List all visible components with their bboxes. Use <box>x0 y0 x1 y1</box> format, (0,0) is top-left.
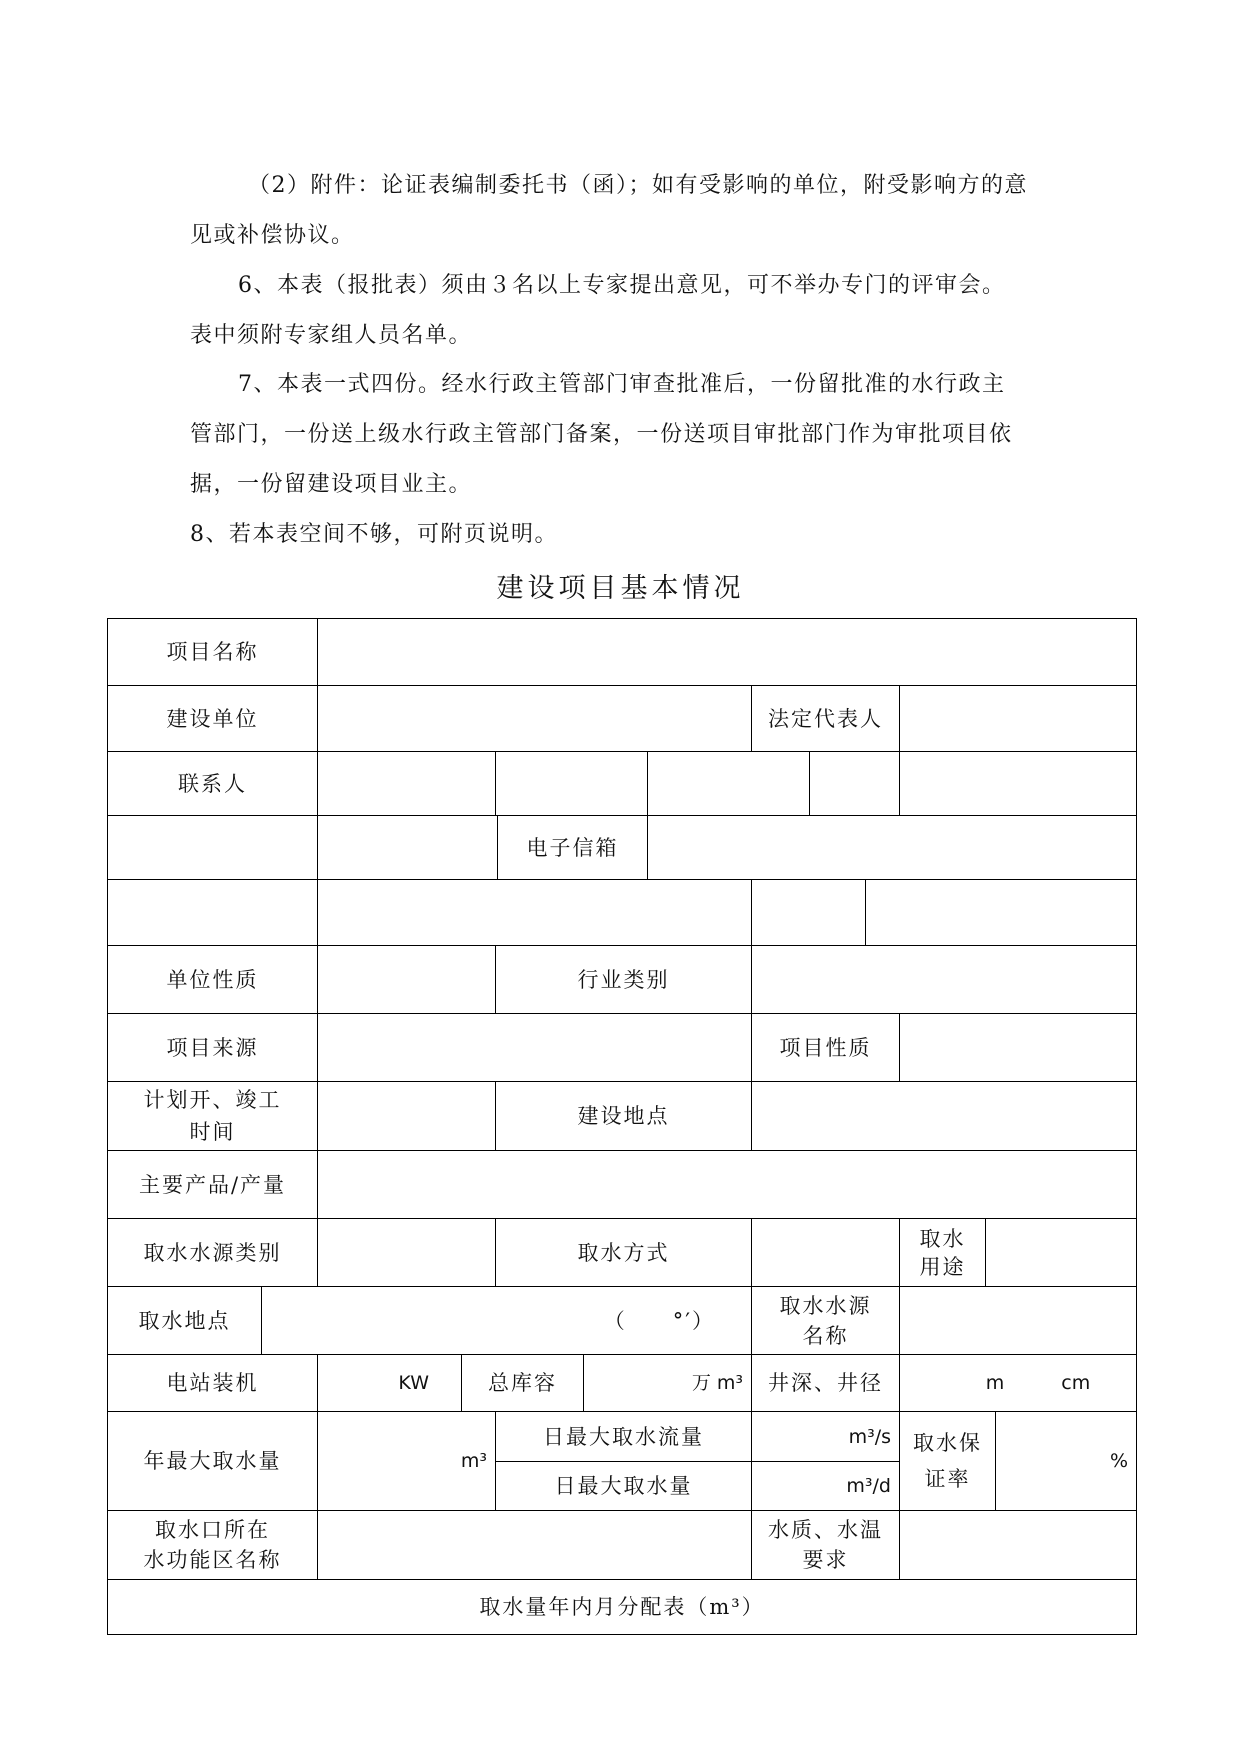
label-source-name-line1: 取水水源 <box>779 1293 872 1318</box>
label-source-name-line2: 名称 <box>802 1323 849 1348</box>
label-schedule <box>108 1082 318 1151</box>
label-function-zone <box>108 1511 318 1580</box>
field-quality-req[interactable] <box>900 1511 1136 1580</box>
label-annual-max: 年最大取水量 <box>108 1412 318 1511</box>
field-main-product[interactable] <box>318 1151 1136 1219</box>
label-source-type: 取水水源类别 <box>108 1219 318 1287</box>
field-row5-c[interactable] <box>752 880 866 946</box>
label-intake-method: 取水方式 <box>496 1219 752 1287</box>
field-project-nature[interactable] <box>900 1014 1136 1082</box>
field-location[interactable] <box>752 1082 1136 1151</box>
field-contact-4[interactable] <box>810 752 900 816</box>
label-total-capacity: 总库容 <box>462 1355 584 1412</box>
field-intake-use[interactable] <box>986 1219 1136 1287</box>
label-guarantee-line2: 证率 <box>924 1467 971 1491</box>
field-contact-5[interactable] <box>900 752 1136 816</box>
label-legal-rep: 法定代表人 <box>752 686 900 752</box>
field-row4-mid[interactable] <box>318 816 498 880</box>
label-daily-max-vol: 日最大取水量 <box>496 1462 752 1511</box>
label-daily-max-flow: 日最大取水流量 <box>496 1412 752 1462</box>
label-construction-unit: 建设单位 <box>108 686 318 752</box>
label-monthly-alloc: 取水量年内月分配表（m³） <box>479 1595 765 1619</box>
instruction-line: 表中须附专家组人员名单。 <box>190 323 473 348</box>
project-info-table <box>107 618 1137 1635</box>
label-quality-req <box>752 1511 900 1580</box>
label-quality-req-line2: 要求 <box>802 1548 849 1572</box>
label-unit-nature: 单位性质 <box>108 946 318 1014</box>
label-email: 电子信箱 <box>498 816 648 880</box>
label-location: 建设地点 <box>496 1082 752 1151</box>
label-project-source: 项目来源 <box>108 1014 318 1082</box>
field-project-source[interactable] <box>318 1014 752 1082</box>
instruction-line: 见或补偿协议。 <box>190 223 355 248</box>
label-industry: 行业类别 <box>496 946 752 1014</box>
label-guarantee <box>900 1412 996 1511</box>
field-row5-d[interactable] <box>866 880 1136 946</box>
field-function-zone[interactable] <box>318 1511 752 1580</box>
label-guarantee-line1: 取水保 <box>913 1431 982 1455</box>
instruction-line: 据，一份留建设项目业主。 <box>190 472 473 497</box>
field-daily-max-vol[interactable]: m³/d <box>752 1462 900 1511</box>
label-intake-place: 取水地点 <box>108 1287 262 1355</box>
field-row5-b[interactable] <box>318 880 752 946</box>
label-function-zone-line1: 取水口所在 <box>155 1518 270 1542</box>
field-row4-left[interactable] <box>108 816 318 880</box>
field-row5-a[interactable] <box>108 880 318 946</box>
label-schedule-line2: 时间 <box>189 1120 236 1144</box>
label-schedule-line1: 计划开、竣工 <box>143 1088 282 1112</box>
field-schedule[interactable] <box>318 1082 496 1151</box>
field-contact-3[interactable] <box>648 752 810 816</box>
field-construction-unit[interactable] <box>318 686 752 752</box>
field-contact-2[interactable] <box>496 752 648 816</box>
label-project-nature: 项目性质 <box>752 1014 900 1082</box>
label-project-name: 项目名称 <box>108 619 318 686</box>
label-intake-use-line1: 取水 <box>919 1226 966 1251</box>
label-well: 井深、井径 <box>752 1355 900 1412</box>
field-email[interactable] <box>648 816 1136 880</box>
field-daily-max-flow[interactable]: m³/s <box>752 1412 900 1462</box>
field-well[interactable]: m cm <box>900 1355 1136 1412</box>
label-function-zone-line2: 水功能区名称 <box>143 1548 282 1572</box>
label-main-product: 主要产品/产量 <box>108 1151 318 1219</box>
field-source-type[interactable] <box>318 1219 496 1287</box>
field-intake-place[interactable]: （ °′） <box>262 1287 752 1355</box>
field-power-station[interactable]: KW <box>318 1355 462 1412</box>
section-title: 建设项目基本情况 <box>496 573 745 604</box>
field-unit-nature[interactable] <box>318 946 496 1014</box>
instruction-line: 7、本表一式四份。经水行政主管部门审查批准后，一份留批准的水行政主 <box>238 372 1006 397</box>
field-legal-rep[interactable] <box>900 686 1136 752</box>
instruction-line: 8、若本表空间不够，可附页说明。 <box>190 522 558 547</box>
instruction-line: （2）附件：论证表编制委托书（函）；如有受影响的单位，附受影响方的意 <box>248 173 1028 198</box>
field-total-capacity[interactable]: 万 m³ <box>584 1355 752 1412</box>
field-industry[interactable] <box>752 946 1136 1014</box>
field-project-name[interactable] <box>318 619 1136 686</box>
instruction-line: 管部门，一份送上级水行政主管部门备案，一份送项目审批部门作为审批项目依 <box>190 422 1013 447</box>
field-contact[interactable] <box>318 752 496 816</box>
label-quality-req-line1: 水质、水温 <box>768 1518 883 1542</box>
instruction-line: 6、本表（报批表）须由３名以上专家提出意见，可不举办专门的评审会。 <box>238 273 1006 298</box>
field-annual-max[interactable]: m³ <box>318 1412 496 1511</box>
label-power-station: 电站装机 <box>108 1355 318 1412</box>
label-intake-use <box>900 1219 986 1287</box>
label-contact: 联系人 <box>108 752 318 816</box>
field-intake-method[interactable] <box>752 1219 900 1287</box>
field-source-name[interactable] <box>900 1287 1136 1355</box>
label-source-name <box>752 1287 900 1355</box>
label-intake-use-line2: 用途 <box>919 1254 966 1279</box>
field-guarantee[interactable]: % <box>996 1412 1136 1511</box>
